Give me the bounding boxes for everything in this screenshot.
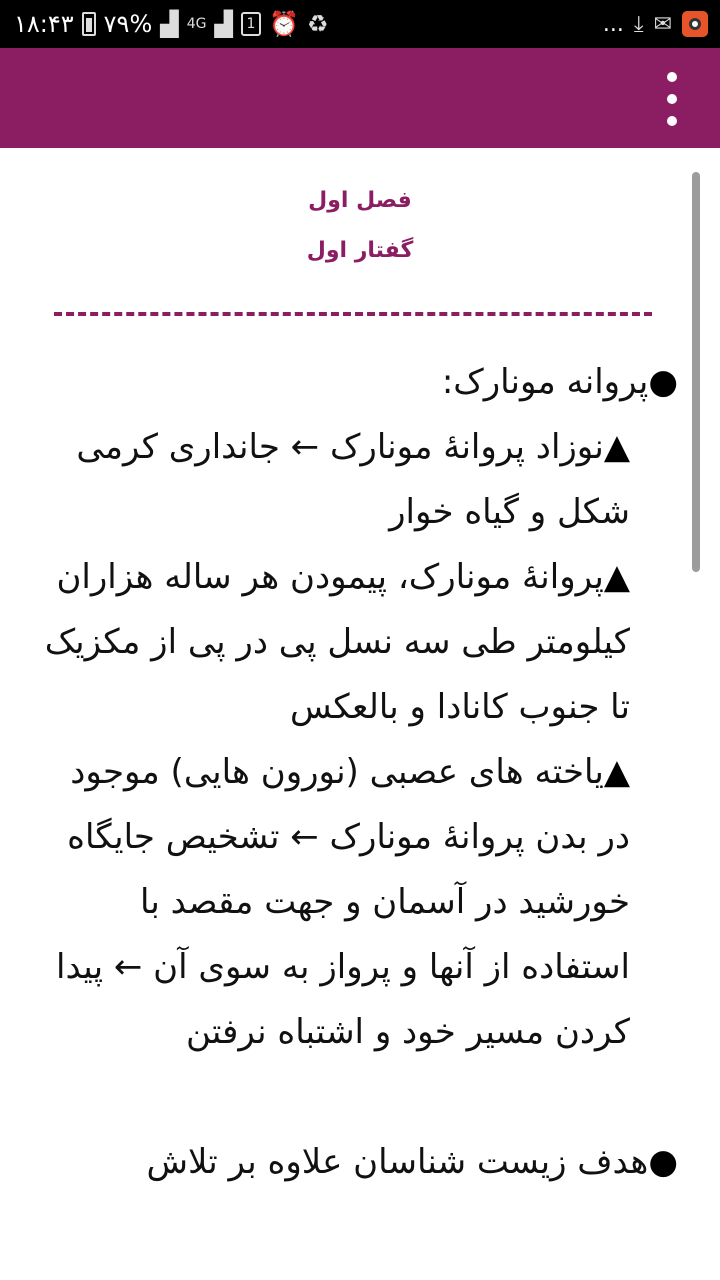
scrollbar[interactable]: [692, 172, 700, 572]
paragraph: [30, 545, 678, 740]
sim-slot-icon: 1: [241, 12, 261, 36]
signal-strength-icon: ▟: [214, 10, 233, 38]
signal-icon: ▟: [160, 10, 179, 38]
circle-bullet-icon: ●: [648, 362, 678, 402]
paragraph-text: پروانه مونارک:: [441, 362, 649, 402]
paragraph: [30, 415, 678, 545]
battery-icon: [82, 12, 96, 36]
paragraph-text: یاخته های عصبی (نورون هایی) موجود در بدن پروانۀ مونارک ← تشخیص جایگاه خورشید در آسمان و جهت مقصد با استفاده از آنها و پرواز به سوی آن ← پیدا کردن مسیر خود و اشتباه نرفتن: [56, 752, 630, 1052]
status-bar: [0, 0, 720, 48]
paragraph: [30, 350, 678, 415]
status-left: [14, 10, 328, 38]
article-body: [30, 350, 678, 1195]
paragraph-text: نوزاد پروانۀ مونارک ← جانداری کرمی شکل و گیاه خوار: [76, 427, 630, 532]
circle-bullet-icon: ●: [648, 1142, 678, 1182]
paragraph: [30, 1130, 678, 1195]
triangle-bullet-icon: ▲: [603, 752, 630, 792]
paragraph: [30, 740, 678, 1065]
more-notifications: ...: [602, 11, 624, 37]
chapter-title: فصل اول: [308, 188, 412, 213]
divider: [54, 312, 652, 316]
message-icon: ✉: [653, 11, 672, 37]
app-bar: [0, 48, 720, 148]
triangle-bullet-icon: ▲: [603, 427, 630, 467]
camera-app-icon: [682, 11, 708, 37]
recycle-icon: ♻: [306, 10, 329, 38]
paragraph-text: هدف زیست شناسان علاوه بر تلاش: [146, 1142, 649, 1182]
triangle-bullet-icon: ▲: [603, 557, 630, 597]
paragraph-text: پروانۀ مونارک، پیمودن هر ساله هزاران کیلومتر طی سه نسل پی در پی از مکزیک تا جنوب کانادا و بالعکس: [44, 557, 630, 727]
overflow-menu-icon[interactable]: [660, 72, 684, 126]
alarm-icon: ⏰: [268, 10, 299, 38]
download-icon: ⤓: [633, 11, 644, 37]
section-title: گفتار اول: [306, 238, 414, 263]
status-right: [603, 11, 708, 37]
battery-level: ۷۹%: [103, 10, 153, 38]
network-type: 4G: [186, 16, 207, 32]
clock: ۱۸:۴۳: [14, 10, 74, 38]
